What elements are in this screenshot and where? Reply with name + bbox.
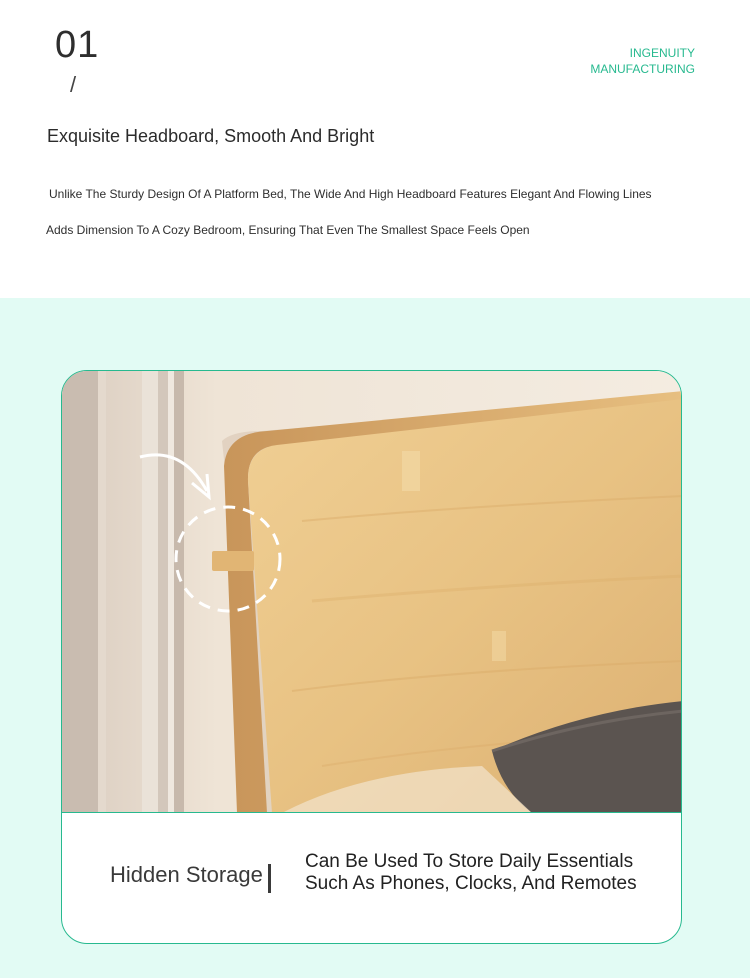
brand-line-1: INGENUITY [629, 46, 695, 60]
description-line-2: Adds Dimension To A Cozy Bedroom, Ensuring That Even The Smallest Space Feels Open [46, 223, 530, 237]
feature-card [61, 370, 682, 944]
intro-section [0, 0, 750, 298]
feature-description: Can Be Used To Store Daily Essentials Such As Phones, Clocks, And Remotes [305, 851, 637, 894]
headboard-photo [62, 371, 682, 813]
brand-tagline [590, 45, 695, 77]
feature-title: Hidden Storage [110, 862, 263, 887]
section-number: 01 [55, 24, 100, 66]
description-line-1: Unlike The Sturdy Design Of A Platform Bed, The Wide And High Headboard Features Elegant And Flowing Lines [49, 187, 652, 201]
brand-line-2: MANUFACTURING [590, 62, 695, 76]
title-divider [268, 864, 271, 893]
section-slash: / [70, 72, 77, 97]
section-headline: Exquisite Headboard, Smooth And Bright [47, 126, 375, 146]
